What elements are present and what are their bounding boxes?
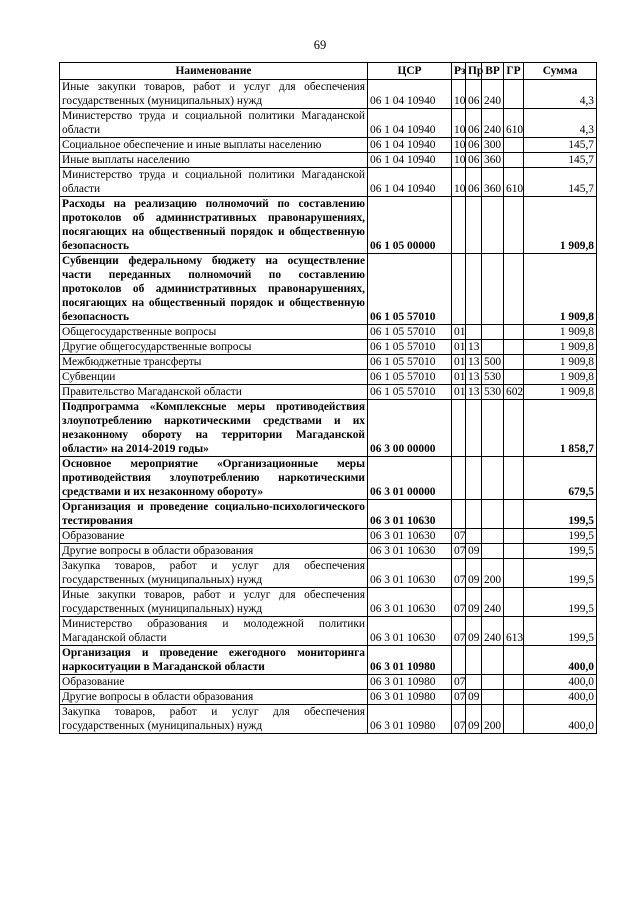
- budget-table: [59, 62, 597, 734]
- cell-sum: 1 909,8: [524, 254, 597, 325]
- cell-vr: [482, 690, 504, 705]
- cell-pr: 09: [466, 617, 482, 646]
- cell-csr: 06 1 04 10940: [368, 153, 452, 168]
- cell-name: Другие вопросы в области образования: [60, 544, 368, 559]
- table-row: [60, 646, 597, 675]
- cell-gr: [504, 559, 524, 588]
- table-row: [60, 690, 597, 705]
- header-gr: ГР: [504, 63, 524, 80]
- cell-name: Субвенции: [60, 370, 368, 385]
- table-row: [60, 457, 597, 500]
- cell-gr: [504, 500, 524, 529]
- cell-sum: 1 909,8: [524, 385, 597, 400]
- cell-name: Закупка товаров, работ и услуг для обеспечения государственных (муниципальных) нужд: [60, 705, 368, 734]
- cell-gr: [504, 355, 524, 370]
- cell-csr: 06 1 04 10940: [368, 168, 452, 197]
- cell-gr: [504, 544, 524, 559]
- cell-csr: 06 1 05 00000: [368, 197, 452, 254]
- cell-csr: 06 3 01 10980: [368, 705, 452, 734]
- cell-vr: [482, 197, 504, 254]
- cell-sum: 145,7: [524, 138, 597, 153]
- cell-pr: 06: [466, 168, 482, 197]
- cell-csr: 06 3 00 00000: [368, 400, 452, 457]
- cell-name: Иные закупки товаров, работ и услуг для обеспечения государственных (муниципальных) нужд: [60, 80, 368, 109]
- cell-pr: 13: [466, 355, 482, 370]
- cell-name: Субвенции федеральному бюджету на осуществление части переданных полномочий по составлению протоколов об административных правонарушениях, посягающих на общественный порядок и общественную безопасность: [60, 254, 368, 325]
- cell-gr: [504, 254, 524, 325]
- cell-rz: [452, 254, 466, 325]
- cell-vr: [482, 500, 504, 529]
- table-row: [60, 588, 597, 617]
- cell-gr: [504, 370, 524, 385]
- table-row: [60, 370, 597, 385]
- cell-rz: 07: [452, 690, 466, 705]
- table-row: [60, 80, 597, 109]
- cell-vr: 240: [482, 588, 504, 617]
- cell-csr: 06 3 01 00000: [368, 457, 452, 500]
- cell-sum: 145,7: [524, 153, 597, 168]
- cell-rz: [452, 197, 466, 254]
- cell-name: Правительство Магаданской области: [60, 385, 368, 400]
- cell-name: Иные выплаты населению: [60, 153, 368, 168]
- header-vr: ВР: [482, 63, 504, 80]
- cell-pr: 06: [466, 138, 482, 153]
- cell-vr: 360: [482, 168, 504, 197]
- cell-gr: [504, 529, 524, 544]
- cell-gr: [504, 646, 524, 675]
- cell-rz: 07: [452, 588, 466, 617]
- cell-csr: 06 3 01 10980: [368, 690, 452, 705]
- cell-rz: 01: [452, 385, 466, 400]
- table-row: [60, 500, 597, 529]
- cell-name: Иные закупки товаров, работ и услуг для обеспечения государственных (муниципальных) нужд: [60, 588, 368, 617]
- table-row: [60, 705, 597, 734]
- table-row: [60, 675, 597, 690]
- cell-sum: 400,0: [524, 675, 597, 690]
- cell-rz: [452, 400, 466, 457]
- cell-pr: 06: [466, 109, 482, 138]
- cell-csr: 06 3 01 10630: [368, 529, 452, 544]
- cell-rz: 01: [452, 325, 466, 340]
- cell-pr: 09: [466, 559, 482, 588]
- cell-pr: 09: [466, 705, 482, 734]
- cell-csr: 06 3 01 10630: [368, 559, 452, 588]
- cell-gr: [504, 197, 524, 254]
- table-row: [60, 197, 597, 254]
- header-pr: Пр: [466, 63, 482, 80]
- cell-csr: 06 3 01 10630: [368, 617, 452, 646]
- cell-name: Основное мероприятие «Организационные меры противодействия злоупотреблению наркотическими средствами и их незаконному обороту»: [60, 457, 368, 500]
- cell-sum: 199,5: [524, 544, 597, 559]
- cell-csr: 06 1 05 57010: [368, 385, 452, 400]
- table-row: [60, 529, 597, 544]
- cell-vr: 200: [482, 705, 504, 734]
- cell-csr: 06 3 01 10630: [368, 500, 452, 529]
- cell-rz: 01: [452, 370, 466, 385]
- table-row: [60, 544, 597, 559]
- cell-vr: [482, 340, 504, 355]
- cell-gr: [504, 690, 524, 705]
- cell-sum: 4,3: [524, 80, 597, 109]
- cell-vr: 300: [482, 138, 504, 153]
- cell-rz: 07: [452, 529, 466, 544]
- cell-rz: 07: [452, 705, 466, 734]
- cell-pr: [466, 675, 482, 690]
- cell-rz: 10: [452, 80, 466, 109]
- cell-vr: 530: [482, 385, 504, 400]
- cell-csr: 06 1 04 10940: [368, 80, 452, 109]
- cell-name: Организация и проведение ежегодного мониторинга наркоситуации в Магаданской области: [60, 646, 368, 675]
- cell-rz: [452, 457, 466, 500]
- cell-rz: 07: [452, 617, 466, 646]
- cell-sum: 1 909,8: [524, 340, 597, 355]
- cell-name: Другие общегосударственные вопросы: [60, 340, 368, 355]
- cell-pr: 13: [466, 340, 482, 355]
- cell-gr: 613: [504, 617, 524, 646]
- cell-name: Образование: [60, 529, 368, 544]
- cell-name: Организация и проведение социально-психологического тестирования: [60, 500, 368, 529]
- cell-vr: 530: [482, 370, 504, 385]
- cell-rz: [452, 500, 466, 529]
- cell-name: Закупка товаров, работ и услуг для обеспечения государственных (муниципальных) нужд: [60, 559, 368, 588]
- cell-sum: 400,0: [524, 690, 597, 705]
- cell-pr: [466, 197, 482, 254]
- table-row: [60, 168, 597, 197]
- cell-vr: 200: [482, 559, 504, 588]
- cell-pr: 09: [466, 690, 482, 705]
- cell-vr: 240: [482, 617, 504, 646]
- cell-gr: [504, 80, 524, 109]
- cell-name: Другие вопросы в области образования: [60, 690, 368, 705]
- cell-gr: [504, 340, 524, 355]
- cell-gr: 610: [504, 168, 524, 197]
- cell-pr: 13: [466, 385, 482, 400]
- cell-sum: 1 909,8: [524, 197, 597, 254]
- table-row: [60, 385, 597, 400]
- header-rz: Рз: [452, 63, 466, 80]
- cell-vr: [482, 544, 504, 559]
- cell-sum: 199,5: [524, 617, 597, 646]
- cell-vr: [482, 325, 504, 340]
- cell-vr: [482, 400, 504, 457]
- cell-pr: [466, 500, 482, 529]
- cell-pr: 13: [466, 370, 482, 385]
- cell-name: Подпрограмма «Комплексные меры противодействия злоупотреблению наркотическими средствами и их незаконному обороту на территории Магаданской области» на 2014-2019 годы»: [60, 400, 368, 457]
- cell-rz: 10: [452, 109, 466, 138]
- table-row: [60, 400, 597, 457]
- cell-csr: 06 1 04 10940: [368, 109, 452, 138]
- cell-sum: 400,0: [524, 705, 597, 734]
- cell-csr: 06 1 05 57010: [368, 325, 452, 340]
- cell-name: Расходы на реализацию полномочий по составлению протоколов об административных правонарушениях, посягающих на общественный порядок и общественную безопасность: [60, 197, 368, 254]
- cell-vr: [482, 529, 504, 544]
- cell-pr: 06: [466, 80, 482, 109]
- cell-vr: 240: [482, 109, 504, 138]
- cell-gr: [504, 457, 524, 500]
- cell-gr: [504, 138, 524, 153]
- cell-gr: [504, 675, 524, 690]
- header-name: Наименование: [60, 63, 368, 80]
- cell-pr: [466, 529, 482, 544]
- cell-pr: [466, 646, 482, 675]
- cell-rz: 01: [452, 340, 466, 355]
- cell-pr: [466, 400, 482, 457]
- table-body: [60, 80, 597, 734]
- cell-sum: 145,7: [524, 168, 597, 197]
- cell-rz: 01: [452, 355, 466, 370]
- cell-csr: 06 1 05 57010: [368, 370, 452, 385]
- cell-csr: 06 1 05 57010: [368, 355, 452, 370]
- cell-name: Министерство образования и молодежной политики Магаданской области: [60, 617, 368, 646]
- cell-sum: 1 909,8: [524, 325, 597, 340]
- cell-sum: 4,3: [524, 109, 597, 138]
- cell-sum: 199,5: [524, 529, 597, 544]
- cell-gr: 602: [504, 385, 524, 400]
- cell-gr: [504, 153, 524, 168]
- table-row: [60, 153, 597, 168]
- table-header-row: [60, 63, 597, 80]
- table-row: [60, 138, 597, 153]
- cell-vr: [482, 254, 504, 325]
- cell-name: Общегосударственные вопросы: [60, 325, 368, 340]
- cell-sum: 199,5: [524, 559, 597, 588]
- cell-sum: 1 909,8: [524, 370, 597, 385]
- cell-pr: 06: [466, 153, 482, 168]
- cell-sum: 199,5: [524, 500, 597, 529]
- cell-rz: 07: [452, 675, 466, 690]
- cell-sum: 679,5: [524, 457, 597, 500]
- cell-rz: 10: [452, 153, 466, 168]
- cell-rz: 10: [452, 138, 466, 153]
- page-number: 69: [313, 38, 327, 52]
- cell-sum: 1 858,7: [524, 400, 597, 457]
- table-row: [60, 355, 597, 370]
- cell-csr: 06 3 01 10980: [368, 675, 452, 690]
- cell-csr: 06 1 05 57010: [368, 254, 452, 325]
- cell-gr: [504, 588, 524, 617]
- cell-csr: 06 1 05 57010: [368, 340, 452, 355]
- cell-pr: 09: [466, 544, 482, 559]
- cell-vr: [482, 457, 504, 500]
- cell-gr: [504, 400, 524, 457]
- table-row: [60, 109, 597, 138]
- cell-name: Министерство труда и социальной политики Магаданской области: [60, 168, 368, 197]
- cell-csr: 06 3 01 10630: [368, 588, 452, 617]
- table-row: [60, 340, 597, 355]
- cell-name: Социальное обеспечение и иные выплаты населению: [60, 138, 368, 153]
- header-csr: ЦСР: [368, 63, 452, 80]
- cell-sum: 400,0: [524, 646, 597, 675]
- cell-rz: 10: [452, 168, 466, 197]
- cell-sum: 1 909,8: [524, 355, 597, 370]
- cell-name: Министерство труда и социальной политики Магаданской области: [60, 109, 368, 138]
- cell-pr: [466, 325, 482, 340]
- header-sum: Сумма: [524, 63, 597, 80]
- cell-vr: 500: [482, 355, 504, 370]
- cell-rz: 07: [452, 544, 466, 559]
- table-row: [60, 559, 597, 588]
- cell-rz: [452, 646, 466, 675]
- cell-vr: 360: [482, 153, 504, 168]
- cell-vr: [482, 675, 504, 690]
- cell-csr: 06 1 04 10940: [368, 138, 452, 153]
- cell-sum: 199,5: [524, 588, 597, 617]
- cell-gr: 610: [504, 109, 524, 138]
- cell-pr: 09: [466, 588, 482, 617]
- cell-gr: [504, 325, 524, 340]
- cell-name: Образование: [60, 675, 368, 690]
- cell-rz: 07: [452, 559, 466, 588]
- cell-csr: 06 3 01 10980: [368, 646, 452, 675]
- table-row: [60, 617, 597, 646]
- table-row: [60, 254, 597, 325]
- cell-gr: [504, 705, 524, 734]
- cell-vr: 240: [482, 80, 504, 109]
- cell-name: Межбюджетные трансферты: [60, 355, 368, 370]
- cell-pr: [466, 254, 482, 325]
- cell-pr: [466, 457, 482, 500]
- cell-csr: 06 3 01 10630: [368, 544, 452, 559]
- table-row: [60, 325, 597, 340]
- cell-vr: [482, 646, 504, 675]
